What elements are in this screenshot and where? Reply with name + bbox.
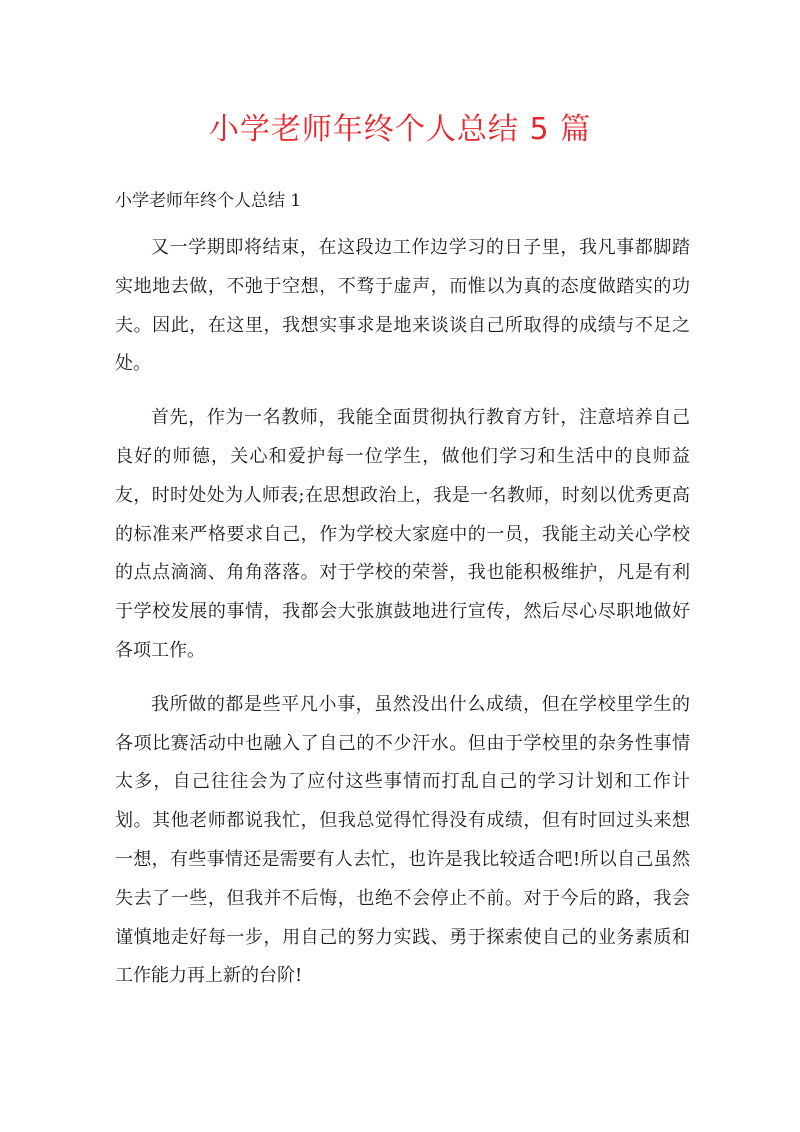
section-heading: 小学老师年终个人总结 1 [115,191,302,211]
paragraph-2: 首先，作为一名教师，我能全面贯彻执行教育方针，注意培养自己良好的师德，关心和爱护每一位学生，做他们学习和生活中的良师益友，时时处处为人师表;在思想政治上，我是一名教师，时刻以优秀更高的标准来严格要求自己，作为学校大家庭中的一员，我能主动关心学校的点点滴滴、角角落落。对于学校的荣誉，我也能积极维护，凡是有利于学校发展的事情，我都会大张旗鼓地进行宣传，然后尽心尽职地做好各项工作。 [115,407,690,661]
document-body [115,229,690,1011]
document-title: 小学老师年终个人总结 5 篇 [208,112,592,147]
paragraph-3: 我所做的都是些平凡小事，虽然没出什么成绩，但在学校里学生的各项比赛活动中也融入了自己的不少汗水。但由于学校里的杂务性事情太多，自己往往会为了应付这些事情而打乱自己的学习计划和工作计划。其他老师都说我忙，但我总觉得忙得没有成绩，但有时回过头来想一想，有些事情还是需要有人去忙，也许是我比较适合吧!所以自己虽然失去了一些，但我并不后悔，也绝不会停止不前。对于今后的路，我会谨慎地走好每一步，用自己的努力实践、勇于探索使自己的业务素质和工作能力再上新的台阶! [115,693,690,987]
paragraph-1: 又一学期即将结束，在这段边工作边学习的日子里，我凡事都脚踏实地地去做，不弛于空想，不骛于虚声，而惟以为真的态度做踏实的功夫。因此，在这里，我想实事求是地来谈谈自己所取得的成绩与不足之处。 [115,237,690,375]
